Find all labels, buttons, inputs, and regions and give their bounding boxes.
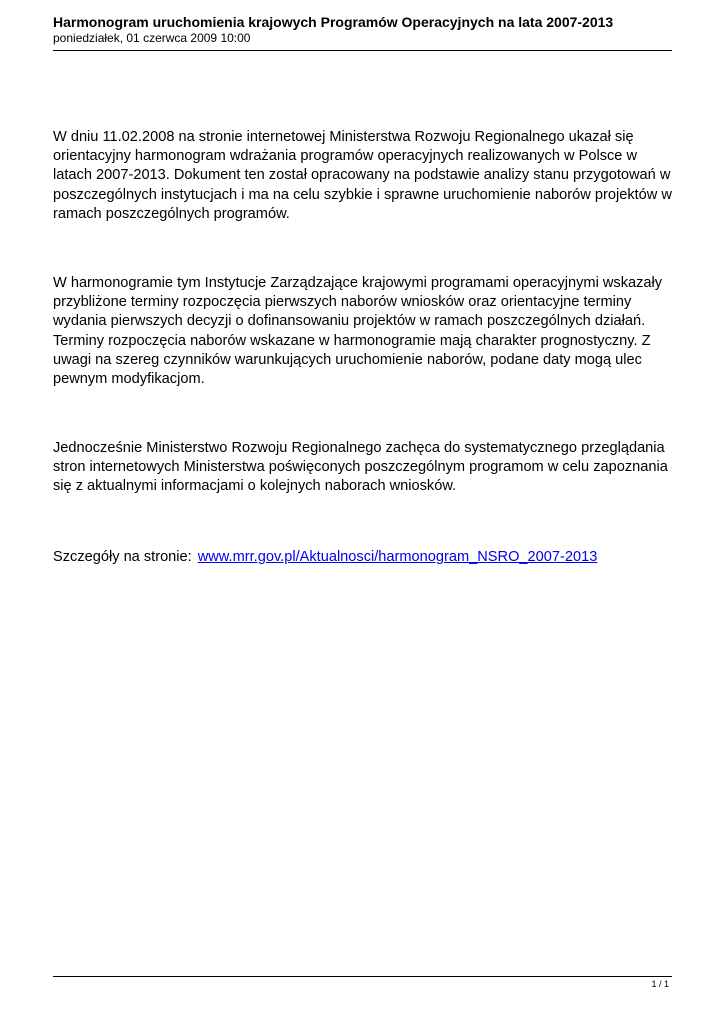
details-label: Szczegóły na stronie: (53, 549, 192, 565)
paragraph-1: W dniu 11.02.2008 na stronie internetowej Ministerstwa Rozwoju Regionalnego ukazał się orientacyjny harmonogram wdrażania programów operacyjnych realizowanych w Polsce w latach 2007-2013. Dokument ten został opracowany na podstawie analizy stanu przygotowań w poszczególnych instytucjach i ma na celu szybkie i sprawne uruchomienie naborów projektów w ramach poszczególnych programów. (53, 129, 672, 222)
footer-divider (53, 976, 672, 977)
paragraph-3: Jednocześnie Ministerstwo Rozwoju Regionalnego zachęca do systematycznego przeglądania stron internetowych Ministerstwa poświęconych poszczególnym programom w celu zapoznania się z aktualnymi informacjami o kolejnych naborach wniosków. (53, 440, 668, 495)
details-link[interactable]: www.mrr.gov.pl/Aktualnosci/harmonogram_NSRO_2007-2013 (197, 549, 598, 565)
document-header (53, 14, 672, 46)
page-number: 1 / 1 (651, 979, 669, 989)
paragraph-2: W harmonogramie tym Instytucje Zarządzające krajowymi programami operacyjnymi wskazały przybliżone terminy rozpoczęcia pierwszych naborów wniosków oraz orientacyjne terminy wydania pierwszych decyzji o dofinansowaniu projektów w ramach poszczególnych działań. Terminy rozpoczęcia naborów wskazane w harmonogramie mają charakter prognostyczny. Z uwagi na szereg czynników warunkujących uruchomienie naborów, podane daty mogą ulec pewnym modyfikacjom. (53, 275, 663, 388)
header-divider (53, 50, 672, 51)
publish-date: poniedziałek, 01 czerwca 2009 10:00 (53, 31, 251, 45)
details-line (53, 548, 597, 567)
page-title: Harmonogram uruchomienia krajowych Programów Operacyjnych na lata 2007-2013 (53, 14, 614, 30)
